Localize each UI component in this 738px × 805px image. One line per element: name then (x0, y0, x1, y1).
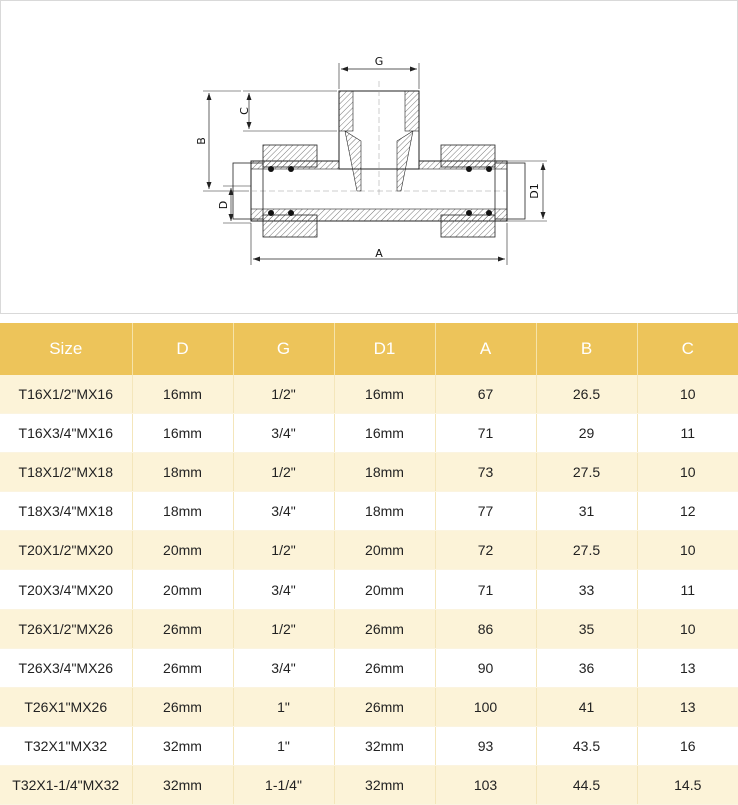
cell-d: 26mm (132, 609, 233, 648)
label-d: D (217, 200, 230, 210)
label-a: A (375, 247, 383, 260)
cell-d1: 16mm (334, 414, 435, 453)
header-d: D (132, 323, 233, 375)
cell-d1: 18mm (334, 453, 435, 492)
cell-size: T26X1/2"MX26 (0, 609, 132, 648)
cell-g: 1/2" (233, 531, 334, 570)
cell-a: 71 (435, 414, 536, 453)
cell-d1: 32mm (334, 726, 435, 765)
cell-b: 27.5 (536, 453, 637, 492)
header-a: A (435, 323, 536, 375)
table-body (0, 375, 738, 805)
table-row (0, 648, 738, 687)
cell-g: 3/4" (233, 570, 334, 609)
cell-size: T16X3/4"MX16 (0, 414, 132, 453)
cell-a: 73 (435, 453, 536, 492)
table-row (0, 492, 738, 531)
size-spec-table (0, 323, 738, 805)
header-d1: D1 (334, 323, 435, 375)
cell-c: 12 (637, 492, 738, 531)
cell-d1: 20mm (334, 570, 435, 609)
cell-c: 10 (637, 531, 738, 570)
cell-d: 18mm (132, 453, 233, 492)
cell-d1: 20mm (334, 531, 435, 570)
cell-b: 41 (536, 687, 637, 726)
cell-g: 1/2" (233, 609, 334, 648)
cell-d: 16mm (132, 414, 233, 453)
cell-d1: 32mm (334, 765, 435, 804)
cell-c: 10 (637, 609, 738, 648)
header-g: G (233, 323, 334, 375)
cell-a: 77 (435, 492, 536, 531)
cell-c: 10 (637, 453, 738, 492)
table-row (0, 414, 738, 453)
table-row (0, 453, 738, 492)
cell-a: 67 (435, 375, 536, 414)
cell-size: T18X1/2"MX18 (0, 453, 132, 492)
cell-g: 3/4" (233, 492, 334, 531)
cell-c: 13 (637, 687, 738, 726)
cell-d: 18mm (132, 492, 233, 531)
cell-a: 103 (435, 765, 536, 804)
cell-a: 90 (435, 648, 536, 687)
table-row (0, 531, 738, 570)
cell-c: 16 (637, 726, 738, 765)
cell-a: 93 (435, 726, 536, 765)
table-row (0, 375, 738, 414)
cell-d: 20mm (132, 570, 233, 609)
cell-c: 11 (637, 414, 738, 453)
cell-d1: 16mm (334, 375, 435, 414)
cell-b: 35 (536, 609, 637, 648)
cell-g: 1-1/4" (233, 765, 334, 804)
table-row (0, 570, 738, 609)
cell-g: 1" (233, 726, 334, 765)
table-row (0, 687, 738, 726)
cell-size: T26X1"MX26 (0, 687, 132, 726)
technical-drawing (0, 0, 738, 314)
cell-d: 32mm (132, 726, 233, 765)
cell-c: 11 (637, 570, 738, 609)
dimension-d (217, 186, 251, 223)
cell-b: 29 (536, 414, 637, 453)
cell-d: 26mm (132, 648, 233, 687)
label-d1: D1 (528, 183, 541, 199)
cell-d: 26mm (132, 687, 233, 726)
table-row (0, 765, 738, 804)
header-c: C (637, 323, 738, 375)
cell-b: 26.5 (536, 375, 637, 414)
dimension-d1 (507, 161, 547, 221)
cell-d: 16mm (132, 375, 233, 414)
label-c: C (238, 107, 251, 115)
cell-a: 100 (435, 687, 536, 726)
cell-d1: 18mm (334, 492, 435, 531)
cell-d: 32mm (132, 765, 233, 804)
cell-b: 31 (536, 492, 637, 531)
cell-size: T26X3/4"MX26 (0, 648, 132, 687)
table-header-row (0, 323, 738, 375)
cell-b: 44.5 (536, 765, 637, 804)
cell-b: 27.5 (536, 531, 637, 570)
cell-d1: 26mm (334, 687, 435, 726)
cell-d1: 26mm (334, 648, 435, 687)
cell-b: 43.5 (536, 726, 637, 765)
cell-g: 3/4" (233, 648, 334, 687)
label-b: B (195, 137, 208, 145)
header-size: Size (0, 323, 132, 375)
dimension-b (195, 91, 249, 191)
table-row (0, 726, 738, 765)
cell-a: 72 (435, 531, 536, 570)
cell-size: T32X1-1/4"MX32 (0, 765, 132, 804)
cell-d: 20mm (132, 531, 233, 570)
cell-c: 13 (637, 648, 738, 687)
cell-g: 1/2" (233, 453, 334, 492)
cell-size: T20X3/4"MX20 (0, 570, 132, 609)
header-b: B (536, 323, 637, 375)
cell-a: 86 (435, 609, 536, 648)
cell-g: 1" (233, 687, 334, 726)
dimension-c (238, 91, 337, 131)
cell-size: T16X1/2"MX16 (0, 375, 132, 414)
cell-b: 36 (536, 648, 637, 687)
cell-a: 71 (435, 570, 536, 609)
cell-g: 3/4" (233, 414, 334, 453)
cell-b: 33 (536, 570, 637, 609)
table-row (0, 609, 738, 648)
cell-g: 1/2" (233, 375, 334, 414)
tee-fitting-diagram (1, 1, 737, 313)
cell-c: 10 (637, 375, 738, 414)
cell-size: T18X3/4"MX18 (0, 492, 132, 531)
cell-size: T20X1/2"MX20 (0, 531, 132, 570)
label-g: G (374, 55, 384, 68)
cell-size: T32X1"MX32 (0, 726, 132, 765)
cell-c: 14.5 (637, 765, 738, 804)
cell-d1: 26mm (334, 609, 435, 648)
